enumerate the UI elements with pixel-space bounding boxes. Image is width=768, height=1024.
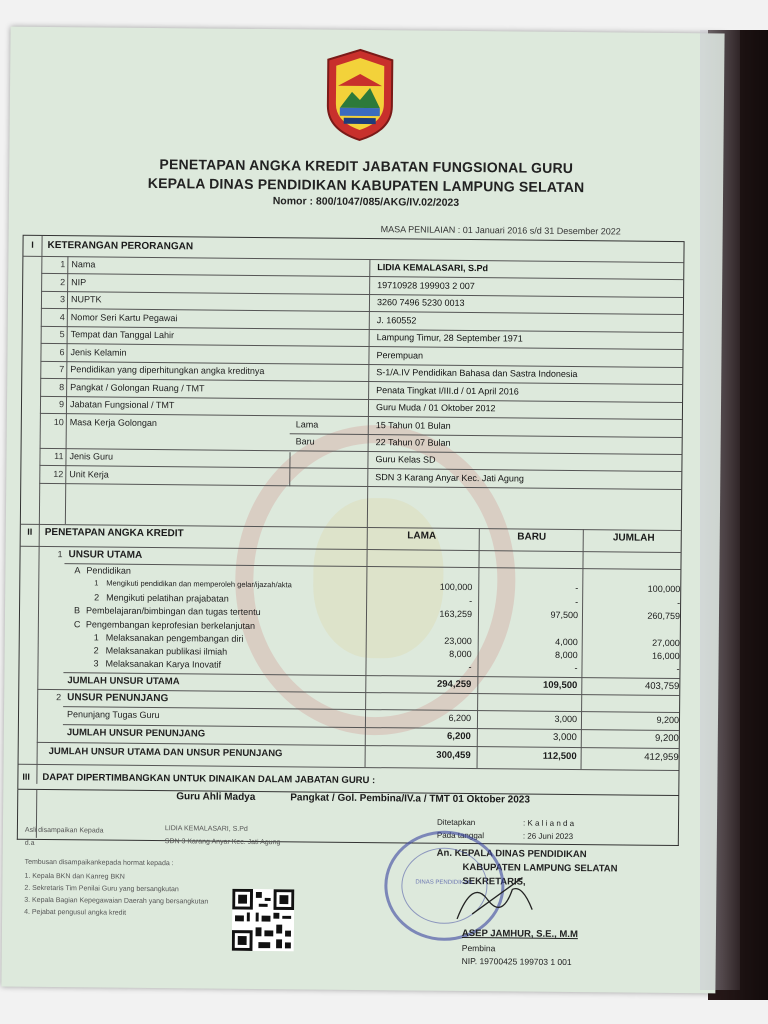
section-3-box [17, 771, 679, 846]
p1-label: Mengikuti pendidikan dan memperoleh gelar/ijazah/akta [106, 578, 292, 590]
set-at-value: : K a l i a n d a [522, 818, 575, 829]
row-value: Guru Muda / 01 Oktober 2012 [375, 402, 496, 414]
row-number: 10 [53, 416, 64, 427]
row-value: Lampung Timur, 28 September 1971 [376, 332, 523, 344]
row-value: 19710928 199903 2 007 [377, 279, 475, 291]
document-number: Nomor : 800/1047/085/AKG/IV.02/2023 [272, 195, 460, 209]
col-lama-header: LAMA [407, 530, 437, 542]
row-number: 12 [53, 468, 64, 479]
handwritten-signature [452, 869, 543, 930]
c3-number: 3 [93, 658, 99, 669]
col-jumlah-header: JUMLAH [612, 532, 655, 544]
c1-lama: 23,000 [444, 635, 472, 647]
signatory-title: SEKRETARIS, [462, 875, 526, 888]
signatory-nip: NIP. 19700425 199703 1 001 [461, 955, 572, 968]
col-baru-header: BARU [517, 531, 547, 543]
signatory-name: ASEP JAMHUR, S.E., M.M [461, 927, 578, 941]
signatory-regency: KABUPATEN LAMPUNG SELATAN [462, 861, 618, 875]
address-abbrev: d.a [24, 839, 35, 847]
c-letter: C [73, 619, 81, 630]
p2-baru: - [575, 597, 579, 608]
c1-number: 1 [93, 632, 99, 643]
penunjang-tugas-lama: 6,200 [448, 712, 472, 724]
copy-1: 1. Kepala BKN dan Kanreg BKN [24, 872, 125, 881]
row-sublabel-lama: Lama [295, 418, 319, 430]
row-value: LIDIA KEMALASARI, S.Pd [377, 262, 489, 274]
row-number: 1 [60, 259, 66, 270]
copy-3: 3. Kepala Bagian Kepegawaian Daerah yang bersangkutan [24, 896, 209, 906]
pendidikan-label: Pendidikan [86, 565, 132, 576]
row-label: NIP [71, 276, 87, 287]
row-value: Penata Tingkat I/III.d / 01 April 2016 [376, 384, 519, 396]
p1-baru: - [575, 583, 579, 594]
c3-jumlah: - [676, 664, 680, 675]
row-value: Guru Kelas SD [375, 454, 436, 465]
total-jumlah: 412,959 [644, 751, 679, 764]
p2-jumlah: - [677, 598, 681, 609]
section-2-title: PENETAPAN ANGKA KREDIT [44, 526, 184, 540]
p2-label: Mengikuti pelatihan prajabatan [106, 592, 229, 604]
jumlah-utama-label: JUMLAH UNSUR UTAMA [67, 675, 180, 688]
unsur-utama-number: 1 [57, 549, 63, 560]
section-1-number: I [31, 239, 34, 250]
recipient-address: SDN 3 Karang Anyar Kec. Jati Agung [164, 838, 281, 847]
signatory-rank: Pembina [461, 942, 496, 954]
row-number: 9 [58, 399, 65, 410]
unsur-penunjang-number: 2 [56, 692, 62, 703]
row-number: 4 [59, 311, 65, 322]
total-lama: 300,459 [436, 749, 471, 762]
p1-number: 1 [94, 578, 99, 588]
jumlah-penunjang-label: JUMLAH UNSUR PENUNJANG [66, 727, 206, 740]
row-value: SDN 3 Karang Anyar Kec. Jati Agung [375, 471, 524, 484]
copy-2: 2. Sekretaris Tim Penilai Guru yang bersangkutan [24, 884, 179, 894]
section-1-title: KETERANGAN PERORANGAN [47, 239, 194, 253]
c3-lama: - [468, 662, 472, 673]
c3-label: Melaksanakan Karya Inovatif [105, 658, 222, 670]
penunjang-tugas-baru: 3,000 [554, 713, 578, 725]
row-label: Pendidikan yang diperhitungkan angka kreditnya [70, 364, 265, 377]
date-value: : 26 Juni 2023 [522, 831, 574, 842]
row-sublabel-baru: Baru [295, 435, 315, 447]
copies-heading: Tembusan disampaikankepada hormat kepada : [24, 858, 174, 868]
plastic-sleeve-edge [700, 30, 740, 990]
target-position: Guru Ahli Madya [176, 791, 256, 803]
row-value: S-1/A.IV Pendidikan Bahasa dan Sastra Indonesia [376, 367, 578, 380]
row-number: 3 [59, 294, 66, 305]
row-number: 6 [59, 346, 65, 357]
regency-logo [322, 48, 399, 143]
section-3-title: DAPAT DIPERTIMBANGKAN UNTUK DINAIKAN DALAM JABATAN GURU : [42, 771, 376, 787]
set-at-label: Ditetapkan [436, 817, 476, 828]
row-label: Jabatan Fungsional / TMT [69, 399, 175, 411]
p2-lama: - [469, 596, 473, 607]
c2-jumlah: 16,000 [652, 650, 680, 662]
c3-baru: - [574, 663, 578, 674]
c2-number: 2 [93, 645, 99, 656]
row-value-baru: 22 Tahun 07 Bulan [375, 436, 451, 448]
row-label: Unit Kerja [69, 468, 109, 480]
row-number: 8 [59, 381, 65, 392]
p2-number: 2 [94, 592, 100, 603]
credit-table [17, 235, 684, 796]
row-label: Nama [71, 259, 96, 270]
row-number: 5 [59, 329, 65, 340]
signatory-office: An. KEPALA DINAS PENDIDIKAN [436, 847, 587, 861]
jumlah-penunjang-lama: 6,200 [446, 730, 471, 743]
title-line-2: KEPALA DINAS PENDIDIKAN KABUPATEN LAMPUNG SELATAN [147, 174, 585, 196]
c2-label: Melaksanakan publikasi ilmiah [105, 645, 228, 657]
total-label: JUMLAH UNSUR UTAMA DAN UNSUR PENUNJANG [48, 745, 283, 760]
c-label: Pengembangan keprofesian berkelanjutan [85, 619, 256, 631]
jumlah-utama-jumlah: 403,759 [644, 680, 680, 693]
jumlah-utama-baru: 109,500 [542, 679, 578, 692]
c2-lama: 8,000 [449, 648, 472, 660]
row-number: 7 [59, 364, 65, 375]
date-label: Pada tanggal [436, 830, 485, 841]
penunjang-tugas-label: Penunjang Tugas Guru [66, 709, 160, 721]
assessment-period: MASA PENILAIAN : 01 Januari 2016 s/d 31 Desember 2022 [380, 224, 621, 237]
recipient-name: LIDIA KEMALASARI, S.Pd [164, 825, 248, 833]
row-label: Pangkat / Golongan Ruang / TMT [70, 381, 205, 393]
c1-label: Melaksanakan pengembangan diri [105, 632, 244, 644]
jumlah-penunjang-jumlah: 9,200 [654, 732, 679, 745]
p1-lama: 100,000 [439, 581, 473, 593]
b-letter: B [73, 605, 81, 616]
penunjang-tugas-jumlah: 9,200 [656, 714, 680, 726]
row-value: 3260 7496 5230 0013 [376, 297, 465, 308]
row-value: J. 160552 [376, 314, 417, 326]
row-label: Jenis Guru [69, 451, 114, 462]
copy-4: 4. Pejabat pengusul angka kredit [24, 908, 127, 917]
p1-jumlah: 100,000 [647, 583, 681, 595]
stamp-text: DINAS PENDIDIKAN [415, 879, 473, 887]
row-label: Tempat dan Tanggal Lahir [70, 329, 175, 341]
document-sheet [1, 27, 724, 994]
unsur-utama-label: UNSUR UTAMA [68, 549, 143, 561]
row-label: Masa Kerja Golongan [69, 416, 157, 428]
c2-baru: 8,000 [555, 649, 578, 661]
original-recipient-label: Asli disampaikan Kepada [24, 826, 104, 835]
section-3-number: III [22, 771, 30, 782]
b-jumlah: 260,759 [647, 610, 681, 622]
target-rank: Pangkat / Gol. Pembina/IV.a / TMT 01 Oktober 2023 [290, 792, 530, 806]
jumlah-penunjang-baru: 3,000 [552, 731, 577, 744]
row-number: 2 [60, 276, 66, 287]
title-line-1: PENETAPAN ANGKA KREDIT JABATAN FUNGSIONAL GURU [159, 156, 574, 177]
qr-code [232, 889, 295, 952]
b-baru: 97,500 [550, 609, 579, 621]
b-label: Pembelajaran/bimbingan dan tugas tertentu [85, 605, 261, 618]
row-value: Perempuan [376, 349, 424, 361]
row-label: Nomor Seri Kartu Pegawai [70, 311, 178, 323]
c1-baru: 4,000 [555, 636, 578, 648]
a-letter: A [74, 565, 81, 576]
c1-jumlah: 27,000 [652, 637, 680, 649]
row-label: NUPTK [70, 294, 102, 305]
row-number: 11 [54, 451, 64, 462]
total-baru: 112,500 [542, 750, 577, 763]
row-label: Jenis Kelamin [70, 346, 127, 358]
jumlah-utama-lama: 294,259 [436, 678, 472, 691]
b-lama: 163,259 [439, 608, 473, 620]
row-value: 15 Tahun 01 Bulan [375, 419, 451, 431]
unsur-penunjang-label: UNSUR PENUNJANG [67, 692, 169, 705]
section-2-number: II [27, 526, 33, 537]
